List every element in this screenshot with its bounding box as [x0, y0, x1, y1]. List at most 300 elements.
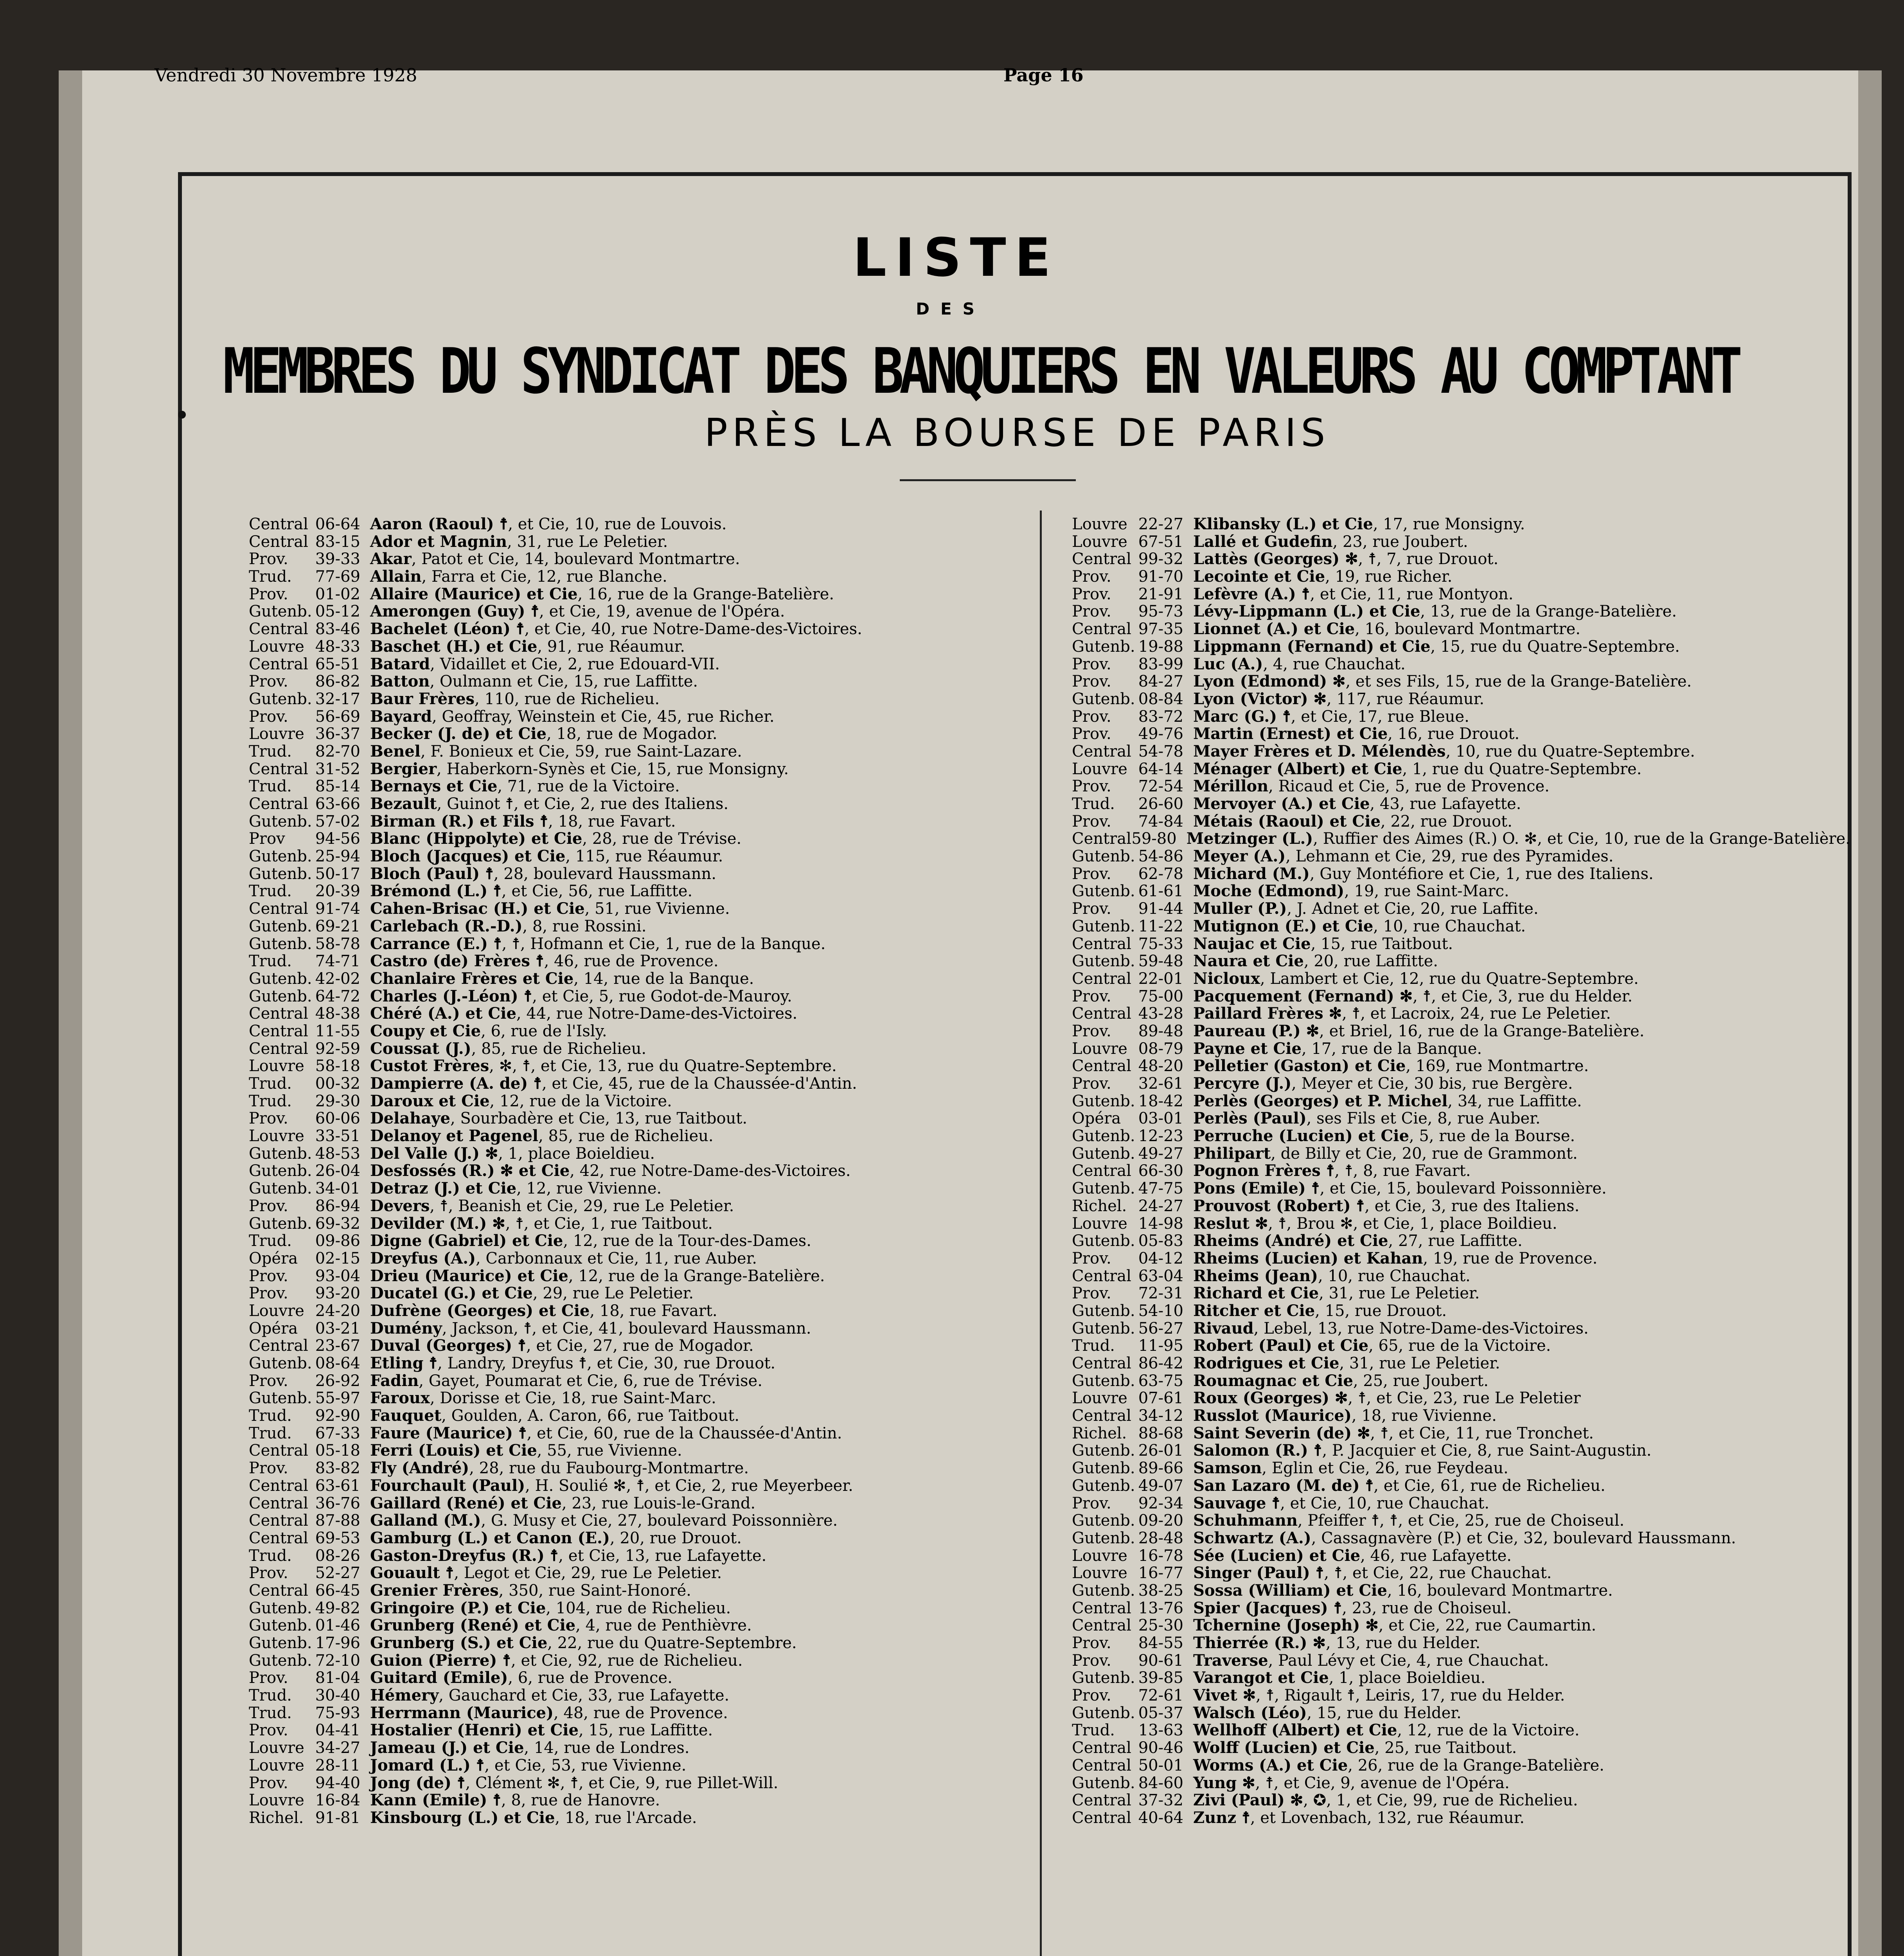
member-row [249, 1040, 1031, 1058]
member-row [1072, 988, 1850, 1005]
phone-number: 28-48 [1138, 1529, 1183, 1547]
phone-number: 17-96 [315, 1634, 360, 1652]
member-row [249, 586, 1031, 603]
phone-number: 60-06 [315, 1109, 360, 1128]
exchange: Gutenb. [1072, 1302, 1135, 1320]
member-entry: Paillard Frères ✻, ☨, et Lacroix, 24, rue Le Peletier. [1193, 1004, 1611, 1023]
phone-number: 72-10 [315, 1651, 360, 1670]
member-row [1072, 1617, 1850, 1634]
exchange: Prov [249, 830, 285, 848]
exchange: Trud. [249, 1232, 292, 1250]
phone-number: 67-51 [1138, 532, 1183, 551]
phone-number: 69-53 [315, 1529, 360, 1547]
exchange: Gutenb. [1072, 882, 1135, 901]
member-row [1072, 638, 1850, 656]
phone-number: 24-27 [1138, 1197, 1183, 1215]
member-row [249, 690, 1031, 708]
member-row [249, 1774, 1031, 1792]
member-row [249, 935, 1031, 953]
exchange: Richel. [249, 1809, 304, 1827]
member-entry: Ador et Magnin, 31, rue Le Peletier. [370, 532, 668, 551]
phone-number: 24-20 [315, 1302, 360, 1320]
member-entry: Dumény, Jackson, ☨, et Cie, 41, boulevard Haussmann. [370, 1319, 811, 1338]
exchange: Gutenb. [1072, 1529, 1135, 1547]
member-entry: Carlebach (R.-D.), 8, rue Rossini. [370, 917, 647, 935]
member-entry: Ritcher et Cie, 15, rue Drouot. [1193, 1301, 1447, 1320]
member-entry: Métais (Raoul) et Cie, 22, rue Drouot. [1193, 812, 1512, 831]
member-entry: Guitard (Emile), 6, rue de Provence. [370, 1668, 672, 1687]
phone-number: 05-83 [1138, 1232, 1183, 1250]
exchange: Central [249, 515, 308, 533]
exchange: Louvre [1072, 532, 1127, 551]
exchange: Gutenb. [1072, 1144, 1135, 1163]
member-entry: Sauvage ☨, et Cie, 10, rue Chauchat. [1193, 1494, 1489, 1512]
phone-number: 89-66 [1138, 1459, 1183, 1478]
phone-number: 61-61 [1138, 882, 1183, 901]
member-row [1072, 1267, 1850, 1285]
exchange: Prov. [249, 1564, 288, 1582]
member-entry: Lyon (Victor) ✻, 117, rue Réaumur. [1193, 689, 1485, 708]
member-row [1072, 1739, 1850, 1757]
phone-number: 63-61 [315, 1476, 360, 1495]
exchange: Prov. [1072, 585, 1111, 603]
phone-number: 05-18 [315, 1442, 360, 1460]
member-row [249, 1355, 1031, 1372]
member-row [1072, 865, 1850, 883]
member-row [1072, 1337, 1850, 1355]
member-entry: Muller (P.), J. Adnet et Cie, 20, rue Laffite. [1193, 899, 1539, 918]
phone-number: 56-69 [315, 707, 360, 726]
member-entry: Gaston-Dreyfus (R.) ☨, et Cie, 13, rue Lafayette. [370, 1546, 767, 1565]
phone-number: 88-68 [1138, 1424, 1183, 1442]
member-entry: Roux (Georges) ✻, ☨, et Cie, 23, rue Le Peletier [1193, 1389, 1581, 1408]
phone-number: 59-80 [1131, 830, 1177, 848]
exchange: Louvre [249, 1791, 304, 1810]
phone-number: 22-01 [1138, 969, 1183, 988]
phone-number: 48-20 [1138, 1057, 1183, 1075]
phone-number: 58-78 [315, 935, 360, 953]
page-number: Page 16 [1003, 65, 1084, 86]
phone-number: 74-84 [1138, 812, 1183, 831]
phone-number: 21-91 [1138, 585, 1183, 603]
phone-number: 74-71 [315, 952, 360, 971]
member-row [249, 1512, 1031, 1530]
phone-number: 75-00 [1138, 987, 1183, 1005]
phone-number: 99-32 [1138, 550, 1183, 568]
phone-number: 08-64 [315, 1354, 360, 1372]
member-row [249, 516, 1031, 533]
member-row [1072, 778, 1850, 795]
member-row [249, 1145, 1031, 1163]
phone-number: 64-14 [1138, 760, 1183, 778]
phone-number: 54-10 [1138, 1302, 1183, 1320]
exchange: Louvre [1072, 1389, 1127, 1408]
exchange: Gutenb. [1072, 1581, 1135, 1600]
phone-number: 72-61 [1138, 1686, 1183, 1705]
exchange: Louvre [1072, 760, 1127, 778]
phone-number: 08-84 [1138, 690, 1183, 708]
member-row [249, 865, 1031, 883]
member-row [249, 1302, 1031, 1320]
exchange: Prov. [1072, 1075, 1111, 1093]
exchange: Gutenb. [1072, 1442, 1135, 1460]
exchange: Prov. [1072, 1651, 1111, 1670]
exchange: Central [1072, 935, 1131, 953]
member-entry: Amerongen (Guy) ☨, et Cie, 19, avenue de l'Opéra. [370, 602, 785, 621]
exchange: Central [249, 1529, 308, 1547]
exchange: Trud. [249, 777, 292, 796]
column-divider [1040, 511, 1042, 1956]
phone-number: 62-78 [1138, 865, 1183, 883]
member-row [1072, 1634, 1850, 1652]
member-entry: Sossa (William) et Cie, 16, boulevard Montmartre. [1193, 1581, 1613, 1600]
member-row [1072, 1023, 1850, 1040]
exchange: Gutenb. [249, 969, 312, 988]
phone-number: 16-78 [1138, 1546, 1183, 1565]
member-entry: Schuhmann, Pfeiffer ☨, ☨, et Cie, 25, rue de Choiseul. [1193, 1511, 1625, 1530]
exchange: Louvre [249, 1756, 304, 1774]
exchange: Central [249, 1494, 308, 1512]
member-row [249, 1285, 1031, 1302]
exchange: Louvre [249, 1127, 304, 1145]
member-row [1072, 883, 1850, 900]
exchange: Central [249, 655, 308, 673]
issue-date: Vendredi 30 Novembre 1928 [155, 65, 417, 86]
member-row [249, 1023, 1031, 1040]
member-entry: Lyon (Edmond) ✻, et ses Fils, 15, rue de la Grange-Batelière. [1193, 672, 1692, 691]
phone-number: 06-64 [315, 515, 360, 533]
member-row [1072, 1547, 1850, 1565]
member-entry: Bergier, Haberkorn-Synès et Cie, 15, rue Monsigny. [370, 759, 789, 778]
member-entry: Birman (R.) et Fils ☨, 18, rue Favart. [370, 812, 676, 831]
member-entry: Etling ☨, Landry, Dreyfus ☨, et Cie, 30, rue Drouot. [370, 1354, 776, 1372]
member-row [1072, 586, 1850, 603]
member-entry: Fourchault (Paul), H. Soulié ✻, ☨, et Cie, 2, rue Meyerbeer. [370, 1476, 853, 1495]
exchange: Louvre [1072, 1546, 1127, 1565]
phone-number: 20-39 [315, 882, 360, 901]
exchange: Central [249, 900, 308, 918]
member-row [249, 1057, 1031, 1075]
member-entry: Fauquet, Goulden, A. Caron, 66, rue Taitbout. [370, 1406, 739, 1425]
member-entry: Singer (Paul) ☨, ☨, et Cie, 22, rue Chauchat. [1193, 1564, 1552, 1582]
member-entry: Metzinger (L.), Ruffier des Aimes (R.) O. ✻, et Cie, 10, rue de la Grange-Batelière. [1186, 829, 1850, 848]
phone-number: 42-02 [315, 969, 360, 988]
phone-number: 75-93 [315, 1704, 360, 1722]
member-row [1072, 516, 1850, 533]
member-row [1072, 1582, 1850, 1600]
member-row [1072, 1127, 1850, 1145]
member-row [1072, 1669, 1850, 1687]
member-row [1072, 568, 1850, 586]
member-entry: Marc (G.) ☨, et Cie, 17, rue Bleue. [1193, 707, 1469, 726]
member-row [1072, 656, 1850, 673]
member-row [1072, 1425, 1850, 1442]
member-row [249, 725, 1031, 743]
phone-number: 97-35 [1138, 620, 1183, 638]
member-entry: Robert (Paul) et Cie, 65, rue de la Victoire. [1193, 1336, 1551, 1355]
member-entry: Perlès (Georges) et P. Michel, 34, rue Laffitte. [1193, 1091, 1582, 1110]
member-entry: Digne (Gabriel) et Cie, 12, rue de la Tour-des-Dames. [370, 1231, 811, 1250]
exchange: Central [1072, 1267, 1131, 1285]
exchange: Gutenb. [1072, 1179, 1135, 1198]
member-row [249, 1215, 1031, 1233]
member-row [1072, 603, 1850, 620]
member-entry: Spier (Jacques) ☨, 23, rue de Choiseul. [1193, 1598, 1512, 1617]
exchange: Central [1072, 620, 1131, 638]
exchange: Gutenb. [1072, 1476, 1135, 1495]
exchange: Louvre [249, 1302, 304, 1320]
exchange: Gutenb. [249, 1651, 312, 1670]
exchange: Prov. [1072, 1022, 1111, 1040]
phone-number: 65-51 [315, 655, 360, 673]
member-entry: Batard, Vidaillet et Cie, 2, rue Edouard-VII. [370, 654, 720, 673]
member-row [249, 1460, 1031, 1477]
exchange: Central [1072, 1791, 1131, 1810]
exchange: Central [249, 1005, 308, 1023]
member-row [249, 778, 1031, 795]
member-row [1072, 1232, 1850, 1250]
member-entry: Philipart, de Billy et Cie, 20, rue de Grammont. [1193, 1144, 1578, 1163]
exchange: Prov. [1072, 672, 1111, 691]
member-entry: Perlès (Paul), ses Fils et Cie, 8, rue Auber. [1193, 1109, 1541, 1128]
exchange: Gutenb. [1072, 1704, 1135, 1722]
phone-number: 38-25 [1138, 1581, 1183, 1600]
member-entry: Galland (M.), G. Musy et Cie, 27, boulevard Poissonnière. [370, 1511, 838, 1530]
title-liste: LISTE [853, 227, 1059, 288]
exchange: Central [1072, 1756, 1131, 1774]
member-row [1072, 1093, 1850, 1110]
phone-number: 64-72 [315, 987, 360, 1005]
member-entry: Charles (J.-Léon) ☨, et Cie, 5, rue Godot-de-Mauroy. [370, 987, 792, 1005]
member-entry: Schwartz (A.), Cassagnavère (P.) et Cie, 32, boulevard Haussmann. [1193, 1528, 1736, 1547]
phone-number: 92-59 [315, 1039, 360, 1058]
exchange: Gutenb. [249, 935, 312, 953]
member-entry: Baschet (H.) et Cie, 91, rue Réaumur. [370, 637, 685, 656]
phone-number: 36-37 [315, 725, 360, 743]
member-row [1072, 1250, 1850, 1267]
phone-number: 49-82 [315, 1599, 360, 1617]
exchange: Central [1072, 1407, 1131, 1425]
member-row [1072, 550, 1850, 568]
member-entry: Batton, Oulmann et Cie, 15, rue Laffitte. [370, 672, 698, 691]
member-row [249, 1704, 1031, 1722]
exchange: Prov. [1072, 987, 1111, 1005]
phone-number: 93-04 [315, 1267, 360, 1285]
exchange: Prov. [1072, 1284, 1111, 1303]
phone-number: 05-37 [1138, 1704, 1183, 1722]
exchange: Gutenb. [1072, 1774, 1135, 1792]
phone-number: 92-90 [315, 1407, 360, 1425]
phone-number: 94-40 [315, 1774, 360, 1792]
phone-number: 56-27 [1138, 1319, 1183, 1338]
exchange: Prov. [249, 1267, 288, 1285]
exchange: Gutenb. [249, 602, 312, 621]
member-entry: Rheims (Jean), 10, rue Chauchat. [1193, 1266, 1471, 1285]
exchange: Gutenb. [249, 1354, 312, 1372]
member-row [1072, 1407, 1850, 1425]
member-entry: Naura et Cie, 20, rue Laffitte. [1193, 952, 1438, 971]
exchange: Prov. [249, 1109, 288, 1128]
phone-number: 91-81 [315, 1809, 360, 1827]
exchange: Opéra [249, 1249, 298, 1267]
member-row [249, 918, 1031, 935]
phone-number: 77-69 [315, 568, 360, 586]
phone-number: 33-51 [315, 1127, 360, 1145]
member-entry: Carrance (E.) ☨, ☨, Hofmann et Cie, 1, rue de la Banque. [370, 934, 826, 953]
member-entry: Pognon Frères ☨, ☨, 8, rue Favart. [1193, 1161, 1471, 1180]
phone-number: 58-18 [315, 1057, 360, 1075]
member-row [249, 1687, 1031, 1704]
member-row [249, 900, 1031, 918]
member-row [249, 1757, 1031, 1774]
exchange: Gutenb. [249, 690, 312, 708]
exchange: Gutenb. [1072, 1459, 1135, 1478]
member-row [1072, 1005, 1850, 1023]
phone-number: 67-33 [315, 1424, 360, 1442]
phone-number: 49-07 [1138, 1476, 1183, 1495]
member-row [249, 1442, 1031, 1460]
exchange: Gutenb. [1072, 690, 1135, 708]
exchange: Prov. [1072, 707, 1111, 726]
exchange: Louvre [1072, 515, 1127, 533]
phone-number: 26-04 [315, 1162, 360, 1180]
member-entry: Herrmann (Maurice), 48, rue de Provence. [370, 1703, 728, 1722]
member-row [1072, 1495, 1850, 1512]
exchange: Louvre [249, 637, 304, 656]
exchange: Trud. [1072, 1337, 1115, 1355]
member-row [1072, 1652, 1850, 1670]
member-row [1072, 813, 1850, 831]
exchange: Prov. [1072, 1686, 1111, 1705]
member-entry: Zivi (Paul) ✻, ✪, 1, et Cie, 99, rue de Richelieu. [1193, 1791, 1578, 1810]
member-entry: Klibansky (L.) et Cie, 17, rue Monsigny. [1193, 515, 1525, 533]
member-row [249, 620, 1031, 638]
title-rule [900, 479, 1076, 481]
member-entry: Lionnet (A.) et Cie, 16, boulevard Montmartre. [1193, 620, 1581, 638]
member-entry: Moche (Edmond), 19, rue Saint-Marc. [1193, 882, 1509, 901]
exchange: Louvre [249, 1057, 304, 1075]
member-row [1072, 1372, 1850, 1390]
member-entry: Yung ✻, ☨, et Cie, 9, avenue de l'Opéra. [1193, 1773, 1510, 1792]
phone-number: 04-41 [315, 1721, 360, 1740]
member-entry: Kann (Emile) ☨, 8, rue de Hanovre. [370, 1791, 660, 1810]
member-entry: Akar, Patot et Cie, 14, boulevard Montmartre. [370, 550, 740, 568]
exchange: Central [1072, 969, 1131, 988]
member-entry: Grunberg (S.) et Cie, 22, rue du Quatre-Septembre. [370, 1634, 797, 1652]
phone-number: 26-60 [1138, 795, 1183, 813]
phone-number: 29-30 [315, 1092, 360, 1110]
exchange: Gutenb. [1072, 1512, 1135, 1530]
exchange: Prov. [249, 1372, 288, 1390]
member-row [1072, 795, 1850, 813]
member-entry: Daroux et Cie, 12, rue de la Victoire. [370, 1091, 672, 1110]
member-row [249, 1267, 1031, 1285]
phone-number: 90-61 [1138, 1651, 1183, 1670]
member-entry: Mervoyer (A.) et Cie, 43, rue Lafayette. [1193, 795, 1521, 813]
phone-number: 86-94 [315, 1197, 360, 1215]
member-entry: Coupy et Cie, 6, rue de l'Isly. [370, 1021, 607, 1040]
exchange: Central [249, 760, 308, 778]
phone-number: 72-54 [1138, 777, 1183, 796]
members-right-column [1072, 516, 1850, 1827]
member-entry: Pelletier (Gaston) et Cie, 169, rue Montmartre. [1193, 1057, 1589, 1075]
exchange: Trud. [249, 1075, 292, 1093]
phone-number: 85-14 [315, 777, 360, 796]
member-entry: Drieu (Maurice) et Cie, 12, rue de la Grange-Batelière. [370, 1266, 825, 1285]
exchange: Gutenb. [249, 1389, 312, 1408]
member-row [249, 795, 1031, 813]
exchange: Trud. [249, 1092, 292, 1110]
member-row [249, 1477, 1031, 1495]
member-row [249, 970, 1031, 988]
page-header [155, 65, 1829, 100]
phone-number: 83-82 [315, 1459, 360, 1478]
member-row [249, 1075, 1031, 1093]
member-row [1072, 620, 1850, 638]
member-entry: Richard et Cie, 31, rue Le Peletier. [1193, 1284, 1480, 1303]
member-entry: Mérillon, Ricaud et Cie, 5, rue de Provence. [1193, 777, 1550, 796]
exchange: Central [1072, 1005, 1131, 1023]
exchange: Central [249, 1512, 308, 1530]
member-row [1072, 1757, 1850, 1774]
member-row [1072, 533, 1850, 551]
phone-number: 19-88 [1138, 637, 1183, 656]
member-entry: Grunberg (René) et Cie, 4, rue de Penthièvre. [370, 1616, 752, 1635]
member-entry: Nicloux, Lambert et Cie, 12, rue du Quatre-Septembre. [1193, 969, 1639, 988]
member-entry: Aaron (Raoul) ☨, et Cie, 10, rue de Louvois. [370, 515, 727, 533]
member-row [1072, 760, 1850, 778]
exchange: Gutenb. [249, 1179, 312, 1198]
phone-number: 03-01 [1138, 1109, 1183, 1128]
member-entry: Chéré (A.) et Cie, 44, rue Notre-Dame-des-Victoires. [370, 1004, 798, 1023]
exchange: Prov. [1072, 865, 1111, 883]
member-entry: Grenier Frères, 350, rue Saint-Honoré. [370, 1581, 691, 1600]
exchange: Opéra [249, 1319, 298, 1338]
member-row [249, 1652, 1031, 1670]
member-entry: Hostalier (Henri) et Cie, 15, rue Laffitte. [370, 1721, 713, 1740]
member-entry: Saint Severin (de) ✻, ☨, et Cie, 11, rue Tronchet. [1193, 1424, 1594, 1442]
member-row [249, 1582, 1031, 1600]
member-entry: Dufrène (Georges) et Cie, 18, rue Favart. [370, 1301, 717, 1320]
phone-number: 89-48 [1138, 1022, 1183, 1040]
member-entry: Blanc (Hippolyte) et Cie, 28, rue de Trévise. [370, 829, 742, 848]
exchange: Trud. [249, 568, 292, 586]
phone-number: 36-76 [315, 1494, 360, 1512]
phone-number: 91-74 [315, 900, 360, 918]
member-row [249, 1792, 1031, 1809]
phone-number: 52-27 [315, 1564, 360, 1582]
member-row [249, 1337, 1031, 1355]
member-entry: Payne et Cie, 17, rue de la Banque. [1193, 1039, 1482, 1058]
phone-number: 12-23 [1138, 1127, 1183, 1145]
exchange: Trud. [249, 1704, 292, 1722]
member-row [249, 1127, 1031, 1145]
member-row [1072, 918, 1850, 935]
exchange: Prov. [249, 1197, 288, 1215]
phone-number: 91-70 [1138, 568, 1183, 586]
member-entry: Fly (André), 28, rue du Faubourg-Montmartre. [370, 1459, 749, 1478]
phone-number: 25-30 [1138, 1616, 1183, 1635]
member-row [249, 673, 1031, 690]
member-row [1072, 743, 1850, 760]
member-entry: Percyre (J.), Meyer et Cie, 30 bis, rue Bergère. [1193, 1074, 1573, 1093]
exchange: Trud. [249, 742, 292, 760]
exchange: Gutenb. [1072, 1232, 1135, 1250]
exchange: Prov. [249, 585, 288, 603]
phone-number: 11-95 [1138, 1337, 1183, 1355]
phone-number: 49-27 [1138, 1144, 1183, 1163]
member-entry: Jong (de) ☨, Clément ✻, ☨, et Cie, 9, rue Pillet-Will. [370, 1773, 779, 1792]
